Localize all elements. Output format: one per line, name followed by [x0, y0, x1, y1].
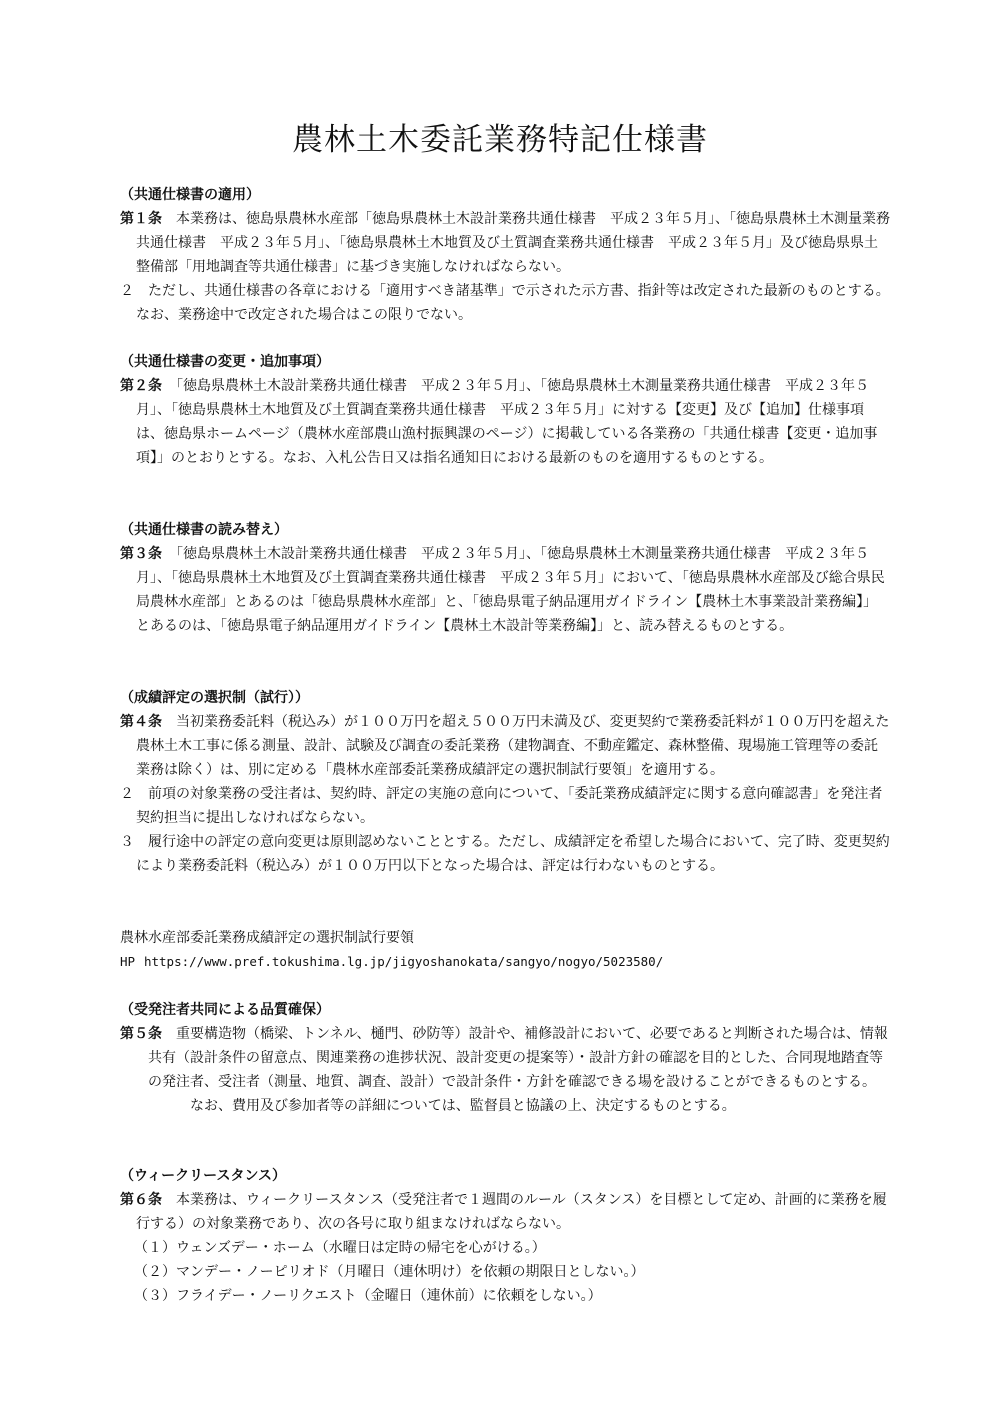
sub-paragraph: ２ 前項の対象業務の受注者は、契約時、評定の実施の意向について、「委託業務成績評定に関する意向確認書」を発注者契約担当に提出しなければならない。 — [120, 786, 883, 826]
document-title: 農林土木委託業務特記仕様書 — [292, 122, 708, 158]
sub-paragraph: なお、費用及び参加者等の詳細については、監督員と協議の上、決定するものとする。 — [190, 1098, 736, 1114]
article-paragraph — [120, 207, 890, 279]
section-weekly-stance — [120, 1164, 890, 1308]
article-text: 本業務は、徳島県農林水産部「徳島県農林土木設計業務共通仕様書 平成２３年５月」、「徳島県農林土木測量業務共通仕様書 平成２３年５月」、「徳島県農林土木地質及び土質調査業務共通仕様書 平成２３年５月」及び徳島県県土整備部「用地調査等共通仕様書」に基づき実施しなければならない。 — [136, 211, 890, 275]
article-number: 第１条 — [120, 211, 162, 227]
reference-title: 農林水産部委託業務成績評定の選択制試行要領 — [120, 930, 414, 946]
section-heading: （受発注者共同による品質確保） — [120, 1002, 330, 1018]
article-text: 本業務は、ウィークリースタンス（受発注者で１週間のルール（スタンス）を目標として定め、計画的に業務を履行する）の対象業務であり、次の各号に取り組まなければならない。 — [136, 1192, 887, 1232]
article-text: 当初業務委託料（税込み）が１００万円を超え５００万円未満及び、変更契約で業務委託料が１００万円を超えた農林土木工事に係る測量、設計、試験及び調査の委託業務（建物調査、不動産鑑定、森林整備、現場施工管理等の委託業務は除く）は、別に定める「農林水産部委託業務成績評定の選択制試行要領」を適用する。 — [136, 714, 890, 778]
article-number: 第２条 — [120, 378, 162, 394]
sub-paragraph: ２ ただし、共通仕様書の各章における「適用すべき諸基準」で示された示方書、指針等は改定された最新のものとする。なお、業務途中で改定された場合はこの限りでない。 — [120, 283, 890, 323]
section-heading: （ウィークリースタンス） — [120, 1168, 287, 1184]
section-common-spec-reading — [120, 518, 890, 638]
section-common-spec-application — [120, 183, 890, 327]
article-number: 第５条 — [120, 1026, 162, 1042]
article-text: 重要構造物（橋梁、トンネル、樋門、砂防等）設計や、補修設計において、必要であると判断された場合は、情報共有（設計条件の留意点、関連業務の進捗状況、設計変更の提案等）・設計方針の確認を目的とした、合同現地踏査等の発注者、受注者（測量、地質、調査、設計）で設計条件・方針を確認できる場を設けることができるものとする。 — [148, 1026, 888, 1090]
section-performance-evaluation — [120, 686, 890, 878]
section-heading: （共通仕様書の読み替え） — [120, 522, 288, 538]
article-paragraph — [120, 710, 890, 782]
list-item: （２）マンデー・ノーピリオド（月曜日（連休明け）を依頼の期限日としない。） — [134, 1264, 645, 1280]
list-item: （１）ウェンズデー・ホーム（水曜日は定時の帰宅を心がける。） — [134, 1240, 546, 1256]
section-quality-assurance — [120, 998, 890, 1118]
article-text: 「徳島県農林土木設計業務共通仕様書 平成２３年５月」、「徳島県農林土木測量業務共通仕様書 平成２３年５月」、「徳島県農林土木地質及び土質調査業務共通仕様書 平成２３年５月」において、「徳島県農林水産部及び総合県民局農林水産部」とあるのは「徳島県農林水産部」と、「徳島県電子納品運用ガイドライン【農林土木事業設計業務編】」とあるのは、「徳島県電子納品運用ガイドライン【農林土木設計等業務編】」と、読み替えるものとする。 — [136, 546, 885, 634]
reference-label: HP — [120, 954, 136, 969]
section-heading: （共通仕様書の変更・追加事項） — [120, 354, 330, 370]
section-heading: （成績評定の選択制（試行）） — [120, 690, 309, 706]
reference-url-link[interactable]: https://www.pref.tokushima.lg.jp/jigyoshanokata/sangyo/nogyo/5023580/ — [143, 954, 664, 969]
article-paragraph — [120, 1022, 890, 1094]
article-paragraph — [120, 1188, 890, 1236]
sub-paragraph: ３ 履行途中の評定の意向変更は原則認めないこととする。ただし、成績評定を希望した場合において、完了時、変更契約により業務委託料（税込み）が１００万円以下となった場合は、評定は行わないものとする。 — [120, 834, 890, 874]
article-number: 第３条 — [120, 546, 162, 562]
article-number: 第６条 — [120, 1192, 162, 1208]
list-item: （３）フライデー・ノーリクエスト（金曜日（連休前）に依頼をしない。） — [134, 1288, 602, 1304]
reference-block — [120, 926, 890, 974]
section-heading: （共通仕様書の適用） — [120, 187, 260, 203]
section-common-spec-changes — [120, 350, 890, 470]
article-text: 「徳島県農林土木設計業務共通仕様書 平成２３年５月」、「徳島県農林土木測量業務共通仕様書 平成２３年５月」、「徳島県農林土木地質及び土質調査業務共通仕様書 平成２３年５月」に対する【変更】及び【追加】仕様事項は、徳島県ホームページ（農林水産部農山漁村振興課のページ）に掲載している各業務の「共通仕様書【変更・追加事項】」のとおりとする。なお、入札公告日又は指名通知日における最新のものを適用するものとする。 — [136, 378, 878, 466]
article-paragraph — [120, 374, 890, 470]
article-paragraph — [120, 542, 890, 638]
reference-link-line — [120, 950, 890, 974]
article-number: 第４条 — [120, 714, 162, 730]
